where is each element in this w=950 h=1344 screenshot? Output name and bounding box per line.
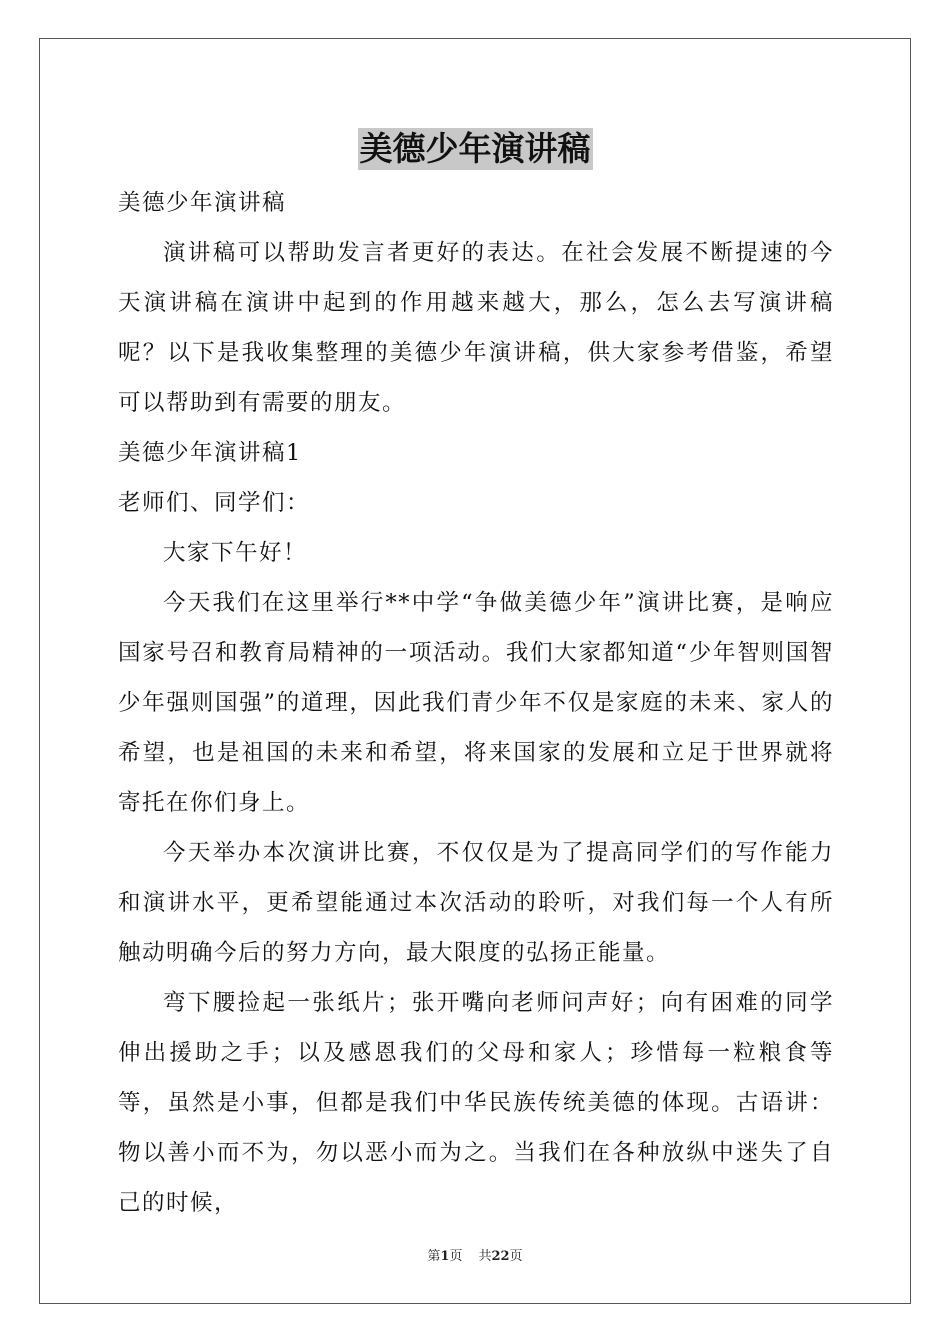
page-footer [0, 1248, 950, 1266]
total-label-suffix: 页 [509, 1249, 523, 1264]
body-paragraph: 今天举办本次演讲比赛，不仅仅是为了提高同学们的写作能力和演讲水平，更希望能通过本次活动的聆听，对我们每一个人有所触动明确今后的努力方向，最大限度的弘扬正能量。 [118, 840, 834, 966]
document-body [118, 178, 834, 1228]
page-number: 1 [440, 1249, 450, 1264]
total-label-prefix: 共 [478, 1249, 492, 1264]
body-paragraph: 今天我们在这里举行**中学“争做美德少年”演讲比赛，是响应国家号召和教育局精神的一项活动。我们大家都知道“少年智则国智少年强则国强”的道理，因此我们青少年不仅是家庭的未来、家人的希望，也是祖国的未来和希望，将来国家的发展和立足于世界就将寄托在你们身上。 [118, 590, 834, 816]
salutation: 老师们、同学们： [118, 490, 311, 516]
page-label-prefix: 第 [427, 1249, 441, 1264]
total-pages: 22 [491, 1249, 510, 1264]
document-title: 美德少年演讲稿 [359, 129, 591, 168]
intro-paragraph: 演讲稿可以帮助发言者更好的表达。在社会发展不断提速的今天演讲稿在演讲中起到的作用越来越大，那么，怎么去写演讲稿呢？以下是我收集整理的美德少年演讲稿，供大家参考借鉴，希望可以帮助到有需要的朋友。 [118, 240, 834, 416]
page-label-suffix: 页 [449, 1249, 463, 1264]
body-paragraph: 弯下腰捡起一张纸片；张开嘴向老师问声好；向有困难的同学伸出援助之手；以及感恩我们的父母和家人；珍惜每一粒粮食等等，虽然是小事，但都是我们中华民族传统美德的体现。古语讲：物以善小而不为，勿以恶小而为之。当我们在各种放纵中迷失了自己的时候， [118, 990, 834, 1216]
section-heading: 美德少年演讲稿1 [118, 440, 302, 466]
title-container [0, 128, 950, 170]
subtitle-line: 美德少年演讲稿 [118, 190, 287, 216]
greeting: 大家下午好！ [163, 540, 308, 566]
